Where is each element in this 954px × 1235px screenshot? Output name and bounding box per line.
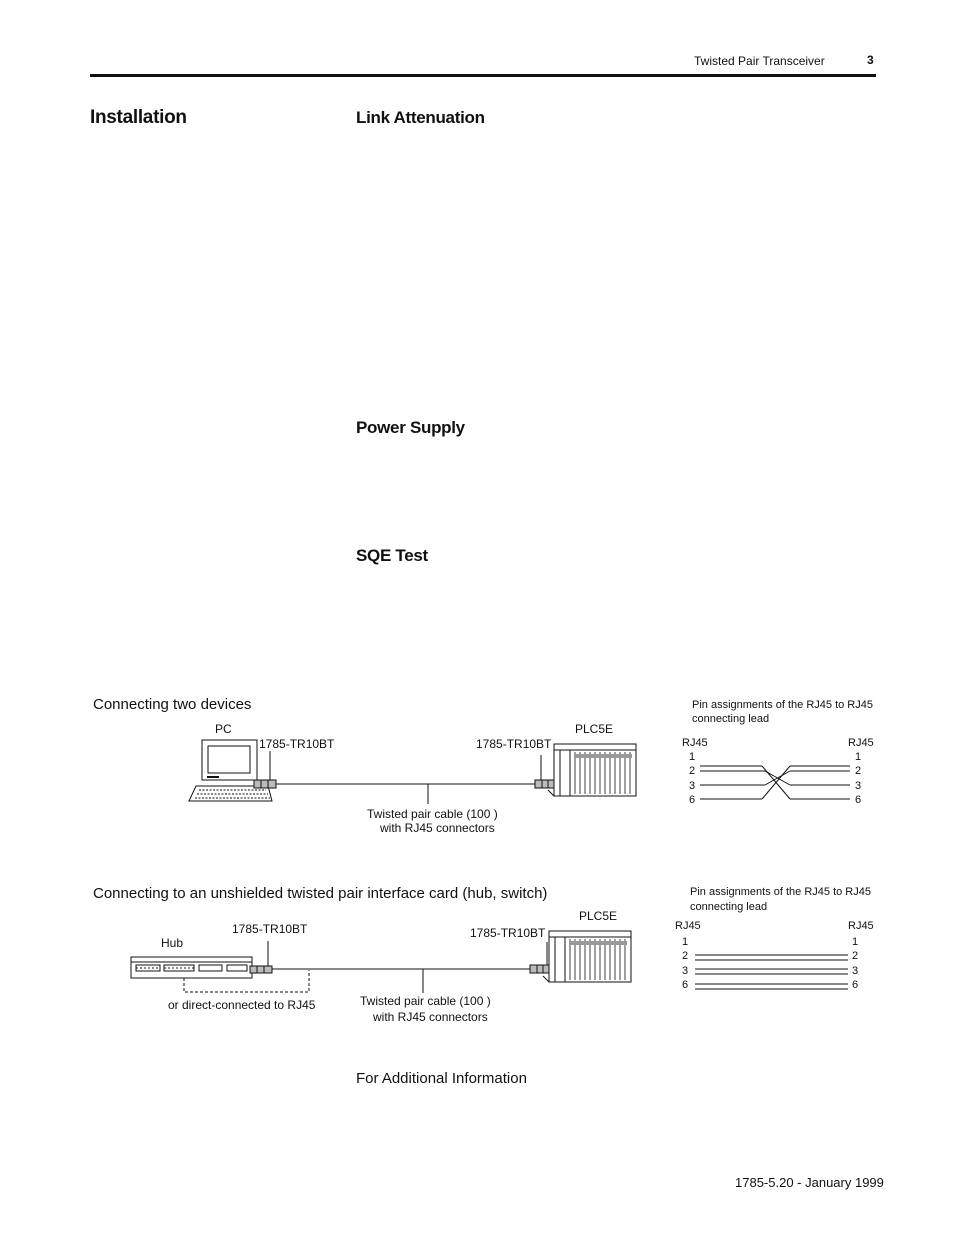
figure1-caption: Connecting two devices bbox=[93, 696, 252, 713]
figure1-cable-label-line2: with RJ45 connectors bbox=[380, 821, 495, 835]
figure1-pin-right-6: 6 bbox=[855, 794, 862, 806]
figure1-pin-left-3: 3 bbox=[689, 780, 696, 792]
subsection-power-supply: Power Supply bbox=[356, 418, 465, 437]
figure1-rj45-left-label: RJ45 bbox=[682, 737, 708, 749]
figure1-cable-label-line1: Twisted pair cable (100 ) bbox=[367, 807, 498, 821]
figure1-plc-label: PLC5E bbox=[575, 722, 614, 736]
figure1-crossover-wiring bbox=[700, 766, 850, 799]
figure1-rj45-right-label: RJ45 bbox=[848, 737, 874, 749]
figure2-pin-left-1: 1 bbox=[682, 936, 689, 948]
footer-publication: 1785-5.20 - January 1999 bbox=[735, 1175, 884, 1190]
figure2-pin-right-6: 6 bbox=[852, 979, 859, 991]
figure2-hub-illustration bbox=[131, 957, 252, 978]
figure2-cable-label-line1: Twisted pair cable (100 ) bbox=[360, 994, 491, 1008]
figure2-pin-left-6: 6 bbox=[682, 979, 689, 991]
subsection-sqe-test: SQE Test bbox=[356, 546, 428, 565]
figure2-pin-title-line1: Pin assignments of the RJ45 to RJ45 bbox=[690, 886, 871, 898]
figure2-pin-left-3: 3 bbox=[682, 965, 689, 977]
section-title: Installation bbox=[90, 107, 187, 128]
figure1-transceiver-right-label: 1785-TR10BT bbox=[476, 737, 552, 751]
figure2-pin-right-3: 3 bbox=[852, 965, 859, 977]
page-number: 3 bbox=[867, 53, 874, 67]
figure1-transceiver-left-label: 1785-TR10BT bbox=[259, 737, 335, 751]
figure2-pin-left-2: 2 bbox=[682, 950, 689, 962]
figure2-cable-label-line2: with RJ45 connectors bbox=[373, 1010, 488, 1024]
figure2-direct-connect-note: or direct-connected to RJ45 bbox=[168, 998, 316, 1012]
figure2-hub-label: Hub bbox=[161, 936, 184, 950]
figure1-pin-title-line2: connecting lead bbox=[692, 713, 770, 725]
additional-info-heading: For Additional Information bbox=[356, 1070, 527, 1087]
figure2-pin-title-line2: connecting lead bbox=[690, 901, 768, 913]
figure2-pin-right-1: 1 bbox=[852, 936, 859, 948]
figure1-pc-illustration bbox=[189, 740, 272, 801]
figure1-pin-right-2: 2 bbox=[855, 765, 862, 777]
running-title: Twisted Pair Transceiver bbox=[694, 54, 825, 68]
figure1-transceiver-right bbox=[535, 755, 555, 788]
figure1-pin-title-line1: Pin assignments of the RJ45 to RJ45 bbox=[692, 699, 873, 711]
figure2-rj45-left-label: RJ45 bbox=[675, 920, 701, 932]
figure2-rj45-right-label: RJ45 bbox=[848, 920, 874, 932]
figure1-plc5e-rack bbox=[548, 744, 636, 796]
figure1-pc-label: PC bbox=[215, 722, 232, 736]
figure2-transceiver-right-label: 1785-TR10BT bbox=[470, 926, 546, 940]
figure2-plc5e-rack bbox=[543, 931, 631, 982]
figure2-plc-label: PLC5E bbox=[579, 909, 618, 923]
figure1-pin-right-1: 1 bbox=[855, 751, 862, 763]
figure2-transceiver-left bbox=[250, 941, 272, 973]
subsection-link-attenuation: Link Attenuation bbox=[356, 108, 485, 127]
figure1-pin-left-6: 6 bbox=[689, 794, 696, 806]
figure2-transceiver-right bbox=[530, 942, 550, 973]
figure2-straight-wiring bbox=[695, 955, 848, 989]
figure1-pin-right-3: 3 bbox=[855, 780, 862, 792]
figure2-caption: Connecting to an unshielded twisted pair interface card (hub, switch) bbox=[93, 885, 548, 902]
figure1-pin-left-2: 2 bbox=[689, 765, 696, 777]
figure2-transceiver-left-label: 1785-TR10BT bbox=[232, 922, 308, 936]
figure2-pin-right-2: 2 bbox=[852, 950, 859, 962]
figure1-pin-left-1: 1 bbox=[689, 751, 696, 763]
